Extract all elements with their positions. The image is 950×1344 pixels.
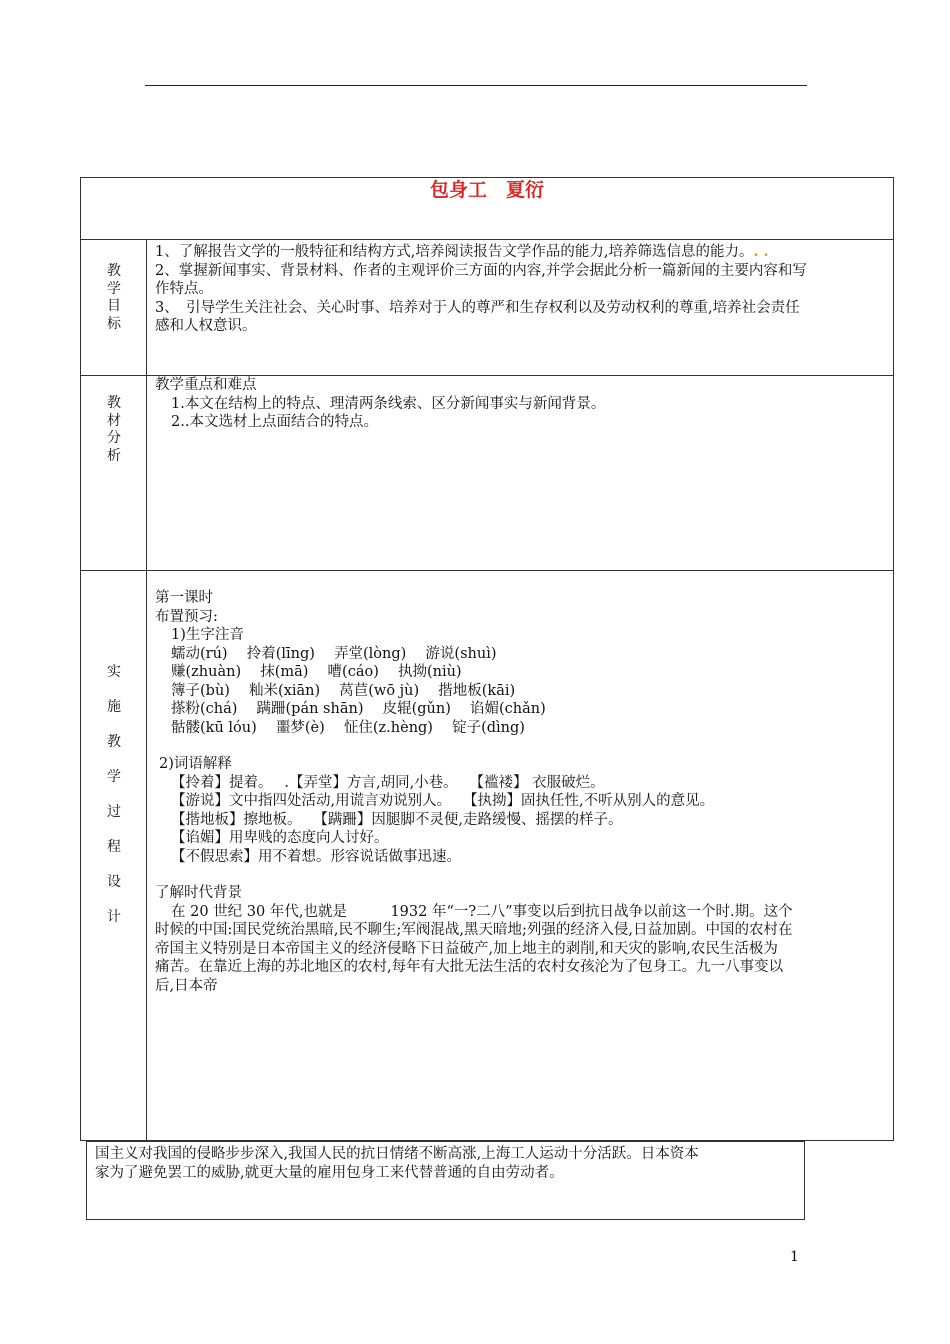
highlight-dots: . .	[753, 243, 769, 260]
pinyin-line: 蠕动(rú) 拎着(līng) 弄堂(lòng) 游说(shuì)	[171, 645, 497, 662]
pinyin-line: 簿子(bù) 籼米(xiān) 莴苣(wō jù) 揩地板(kāi)	[171, 682, 516, 699]
continuation-line: 国主义对我国的侵略步步深入,我国人民的抗日情绪不断高涨,上海工人运动十分活跃。日本资本	[95, 1146, 699, 1162]
vocab-title: 2)词语解释	[159, 756, 232, 772]
label-cell	[81, 376, 147, 570]
goal-line: 3、 引导学生关注社会、关心时事、培养对于人的尊严和生存权利以及劳动权利的尊重,培养社会责任	[155, 299, 800, 316]
continuation-line: 家为了避免罢工的威胁,就更大量的雇用包身工来代替普通的自由劳动者。	[95, 1164, 564, 1181]
background-line: 时候的中国:国民党统治黑暗,民不聊生;军阀混战,黑天暗地;列强的经济入侵,日益加剧。中国的农村在	[155, 922, 793, 938]
background-line: 在 20 世纪 30 年代,也就是 1932 年“一?二八”事变以后到抗日战争以前这一个时.期。这个	[171, 903, 793, 920]
page-number: 1	[790, 1249, 799, 1265]
background-line: 后,日本帝	[155, 977, 218, 994]
background-line: 帝国主义特别是日本帝国主义的经济侵略下日益破产,加上地主的剥削,和天灾的影响,农民生活极为	[155, 940, 778, 957]
lesson-plan-table	[80, 177, 894, 1141]
row-label-teaching-goals: 教 学 目 标	[107, 263, 121, 332]
content-cell	[147, 240, 893, 375]
vocab-line: 【拎着】提着。 .【弄堂】方言,胡同,小巷。 【褴褛】 衣服破烂。	[171, 774, 605, 791]
row-material-analysis	[81, 376, 893, 571]
content-cell	[147, 376, 893, 570]
spacer	[155, 737, 887, 755]
vocab-line: 【谄媚】用卑贱的态度向人讨好。	[171, 830, 389, 846]
lesson-label: 第一课时	[155, 590, 213, 606]
pinyin-line: 骷髅(kū lóu) 噩梦(è) 怔住(z.hèng) 锭子(dìng)	[171, 719, 525, 736]
continuation-box	[86, 1141, 805, 1220]
header-rule	[145, 85, 807, 86]
vocab-line: 【不假思索】用不着想。形容说话做事迅速。	[171, 848, 461, 865]
goal-line: 作特点。	[155, 281, 213, 297]
row-label-material-analysis: 教 材 分 析	[107, 395, 121, 464]
vocab-line: 【游说】文中指四处活动,用谎言劝说别人。 【执拗】固执任性,不听从别人的意见。	[171, 793, 715, 809]
document-title: 包身工 夏衍	[429, 179, 544, 201]
label-cell	[81, 571, 147, 1140]
pinyin-line: 搽粉(chá) 蹒跚(pán shān) 皮辊(gǔn) 谄媚(chǎn)	[171, 701, 546, 717]
pinyin-line: 赚(zhuàn) 抹(mā) 嘈(cáo) 执拗(niù)	[171, 664, 462, 680]
background-line: 痛苦。在靠近上海的苏北地区的农村,每年有大批无法生活的农村女孩沦为了包身工。九一八事变以	[155, 959, 784, 975]
title-row	[81, 178, 893, 240]
row-label-teaching-process: 实 施 教 学 过 程 设 计	[107, 664, 121, 925]
goal-line: 感和人权意识。	[155, 318, 257, 334]
background-title: 了解时代背景	[155, 885, 242, 901]
goal-line: 1、了解报告文学的一般特征和结构方式,培养阅读报告文学作品的能力,培养筛选信息的能力。. .	[155, 243, 769, 260]
goal-line: 2、掌握新闻事实、背景材料、作者的主观评价三方面的内容,并学会据此分析一篇新闻的主要内容和写	[155, 262, 807, 279]
row-teaching-goals	[81, 240, 893, 376]
pinyin-title: 1)生字注音	[171, 627, 244, 643]
label-cell	[81, 240, 147, 375]
analysis-line: 1.本文在结构上的特点、理清两条线索、区分新闻事实与新闻背景。	[171, 395, 606, 412]
preview-title: 布置预习:	[155, 608, 218, 625]
content-cell	[147, 571, 893, 1140]
analysis-heading: 教学重点和难点	[155, 377, 257, 393]
row-teaching-process	[81, 571, 893, 1140]
analysis-line: 2..本文选材上点面结合的特点。	[171, 414, 378, 430]
vocab-line: 【揩地板】擦地板。 【蹒跚】因腿脚不灵便,走路缓慢、摇摆的样子。	[171, 811, 623, 828]
spacer	[155, 866, 887, 884]
